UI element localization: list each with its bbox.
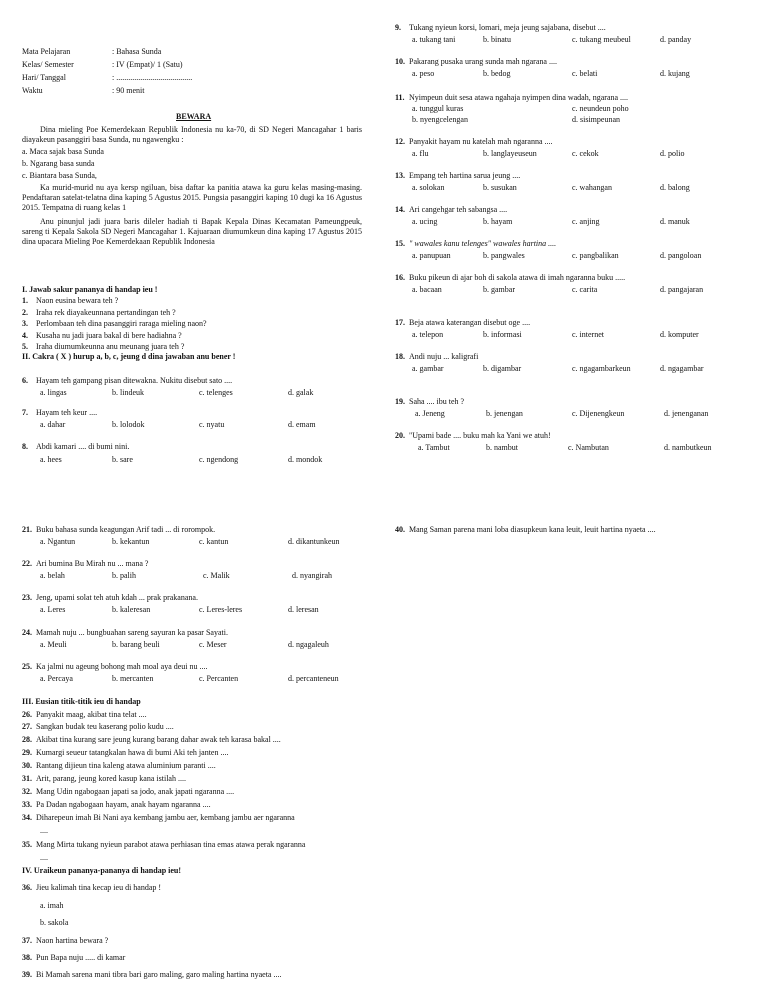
option-c[interactable]: c. tukang meubeul (572, 35, 631, 44)
question-number: 2. (22, 308, 28, 317)
question-number: 15. (395, 239, 405, 248)
mc-question (395, 352, 478, 362)
option-a[interactable]: a. bacaan (412, 285, 442, 294)
question-text: Buku bahasa sunda keagungan Arif tadi ... di rorompok. (36, 525, 216, 534)
question-text: Ari cangehgar teh sabangsa .... (409, 205, 508, 214)
fill-question-continuation: .... (40, 853, 48, 862)
option-d[interactable]: d. ngagambar (660, 364, 704, 373)
option-a[interactable]: a. Meuli (40, 640, 67, 649)
question-number: 34. (22, 813, 32, 822)
option-c[interactable]: c. nyatu (199, 420, 225, 429)
option-a[interactable]: a. lingas (40, 388, 67, 397)
question-number: 4. (22, 331, 28, 340)
option-c[interactable]: c. telenges (199, 388, 233, 397)
question-text: Panyakit hayam nu katelah mah ngaranna .... (409, 137, 553, 146)
header-value: : 90 menit (112, 86, 145, 95)
option-b[interactable]: b. digambar (483, 364, 522, 373)
question-text: Mang Saman parena mani loba diasupkeun kana leuit, leuit hartina nyaeta .... (409, 525, 656, 534)
fill-question (22, 735, 281, 745)
option-b[interactable]: b. susukan (483, 183, 517, 192)
option-d[interactable]: d. jenenganan (664, 409, 709, 418)
essay-question (22, 936, 108, 946)
header-label: Hari/ Tanggal (22, 73, 66, 82)
option-a[interactable]: a. telepon (412, 330, 444, 339)
option-a[interactable]: a. belah (40, 571, 65, 580)
question-number: 22. (22, 559, 32, 568)
reading-paragraph-text: Ka murid-murid nu aya kersp ngiluan, bisa daftar ka panitia atawa ka guru kelas masing-masing. Pendaftaran satelat-telatna dina kaping 5 Agustus 2015. Pungsia pasanggiri kaping 10 dugi ka 16 Agustus 2015. Tempatna di ruang kelas 1 (22, 183, 362, 212)
option-b[interactable]: b. kaleresan (112, 605, 151, 614)
question-text: Arit, parang, jeung kored kasup kana istilah .... (36, 774, 186, 783)
question-number: 9. (395, 23, 401, 32)
option-d[interactable]: d. komputer (660, 330, 699, 339)
question-number: 13. (395, 171, 405, 180)
question-text: Mang Udin ngabogaan japati sa jodo, anak japati ngaranna .... (36, 787, 235, 796)
question-number: 17. (395, 318, 405, 327)
question-number: 26. (22, 710, 32, 719)
option-d[interactable]: d. galak (288, 388, 314, 397)
question-text: Naon hartina bewara ? (36, 936, 109, 945)
mc-question (395, 171, 520, 181)
option-a[interactable]: a. dahar (40, 420, 66, 429)
question-number: 33. (22, 800, 32, 809)
mc-question (22, 376, 232, 386)
option-b[interactable]: b. pangwales (483, 251, 525, 260)
mc-question (395, 397, 464, 407)
question-number: 12. (395, 137, 405, 146)
essay-subitem: a. imah (40, 901, 64, 910)
option-b[interactable]: b. mercanten (112, 674, 154, 683)
essay-question (395, 525, 656, 535)
mc-question (22, 559, 148, 569)
option-a[interactable]: a. solokan (412, 183, 445, 192)
mc-question (22, 628, 228, 638)
essay-question (22, 883, 161, 893)
question-number: 6. (22, 376, 28, 385)
option-d[interactable]: d. polio (660, 149, 685, 158)
option-d[interactable]: d. manuk (660, 217, 690, 226)
question-text: Diharepeun imah Bi Nani aya kembang jambu aer, kembang jambu aer ngaranna (36, 813, 295, 822)
question-text: Beja atawa katerangan disebut oge .... (409, 318, 531, 327)
option-b[interactable]: b. informasi (483, 330, 522, 339)
option-b[interactable]: b. binatu (483, 35, 511, 44)
fill-question (22, 710, 147, 720)
header-value: : Bahasa Sunda (112, 47, 162, 56)
mc-question (395, 57, 557, 67)
question-text: Iraha diumumkeunna anu meunang juara teh ? (36, 342, 185, 351)
header-label: Mata Pelajaran (22, 47, 71, 56)
question-text: Panyakit maag, akibat tina telat .... (36, 710, 147, 719)
question-text: Perlombaan teh dina pasanggiri raraga mieling naon? (36, 319, 207, 328)
option-d[interactable]: d. nambutkeun (664, 443, 712, 452)
question-number: 30. (22, 761, 32, 770)
question-text: Nyimpeun duit sesa atawa ngahaja nyimpen dina wadah, ngarana .... (409, 93, 629, 102)
option-d[interactable]: d. sisimpeunan (572, 115, 620, 124)
fill-question (22, 774, 186, 784)
question-text: Andi nuju ... kaligrafi (409, 352, 479, 361)
mc-question (395, 318, 530, 328)
option-d[interactable]: d. mondok (288, 455, 323, 464)
option-c[interactable]: c. cekok (572, 149, 599, 158)
question-text: Jeng, upami solat teh atuh kdah ... prak prakanana. (36, 593, 198, 602)
mc-question (395, 431, 551, 441)
question-number: 24. (22, 628, 32, 637)
option-b[interactable]: b. gambar (483, 285, 515, 294)
option-b[interactable]: b. hayam (483, 217, 513, 226)
question-text: Ari bumina Bu Mirah nu ... mana ? (36, 559, 149, 568)
option-b[interactable]: b. lindeuk (112, 388, 144, 397)
essay-question (22, 319, 207, 329)
option-c[interactable]: c. Malik (203, 571, 230, 580)
question-text: Mang Mirta tukang nyieun parabot atawa perhiasan tina emas atawa perak ngaranna (36, 840, 306, 849)
question-number: 32. (22, 787, 32, 796)
question-text: Rantang dijieun tina kaleng atawa aluminium paranti .... (36, 761, 216, 770)
option-a[interactable]: a. hees (40, 455, 62, 464)
fill-question (22, 787, 234, 797)
reading-paragraph-1 (22, 125, 362, 145)
option-d[interactable]: d. pangoloan (660, 251, 702, 260)
option-c[interactable]: c. Leres-leres (199, 605, 243, 614)
option-a[interactable]: a. Tambut (418, 443, 450, 452)
question-number: 23. (22, 593, 32, 602)
question-text: Naon eusina bewara teh ? (36, 296, 119, 305)
fill-question (22, 722, 174, 732)
option-a[interactable]: a. peso (412, 69, 435, 78)
option-b[interactable]: b. nyengcelengan (412, 115, 468, 124)
option-a[interactable]: a. Jeneng (415, 409, 445, 418)
section-1-title: I. Jawab sakur pananya di handap ieu ! (22, 285, 158, 294)
essay-question (22, 331, 182, 341)
question-number: 38. (22, 953, 32, 962)
option-a[interactable]: a. Ngantun (40, 537, 76, 546)
option-c[interactable]: c. ngendong (199, 455, 239, 464)
option-a[interactable]: a. Percaya (40, 674, 73, 683)
essay-subitem: b. sakola (40, 918, 69, 927)
option-b[interactable]: b. kekantun (112, 537, 150, 546)
question-text: Buku pikeun di ajar boh di sakola atawa di imah ngaranna buku ..... (409, 273, 626, 282)
option-b[interactable]: b. langlayeuseun (483, 149, 537, 158)
option-c[interactable]: c. Meser (199, 640, 227, 649)
essay-question (22, 342, 184, 352)
question-text: Bi Mamah sarena mani tibra bari garo maling, garo maling hartina nyaeta .... (36, 970, 282, 979)
question-number: 11. (395, 93, 405, 102)
option-a[interactable]: a. Leres (40, 605, 66, 614)
question-number: 28. (22, 735, 32, 744)
question-text: Kusaha nu jadi juara bakal di bere hadiahna ? (36, 331, 182, 340)
option-d[interactable]: d. pangajaran (660, 285, 704, 294)
option-a[interactable]: a. tukang tani (412, 35, 456, 44)
essay-question (22, 296, 118, 306)
question-text: Jieu kalimah tina kecap ieu di handap ! (36, 883, 162, 892)
option-a[interactable]: a. panupuan (412, 251, 451, 260)
header-value: : ...................................... (112, 73, 193, 82)
option-d[interactable]: d. emam (288, 420, 316, 429)
question-text: "Upami bade .... buku mah ka Yani we atuh! (409, 431, 551, 440)
mc-question (395, 205, 507, 215)
essay-question (22, 953, 125, 963)
option-d[interactable]: d. nyangirah (292, 571, 332, 580)
question-number: 8. (22, 442, 28, 451)
essay-question (22, 308, 176, 318)
question-text: " wawales kanu telenges" wawales hartina .... (409, 239, 557, 248)
option-a[interactable]: a. tunggul kuras (412, 104, 464, 113)
header-label: Waktu (22, 86, 43, 95)
question-text: Pun Bapa nuju ..... di kamar (36, 953, 126, 962)
question-number: 14. (395, 205, 405, 214)
header-label: Kelas/ Semester (22, 60, 74, 69)
option-c[interactable]: c. ngagambarkeun (572, 364, 631, 373)
reading-item: a. Maca sajak basa Sunda (22, 147, 104, 156)
question-number: 35. (22, 840, 32, 849)
option-b[interactable]: b. barang beuli (112, 640, 160, 649)
question-number: 29. (22, 748, 32, 757)
question-number: 25. (22, 662, 32, 671)
question-text: Akibat tina kurang sare jeung kurang barang dahar awak teh karasa bakal .... (36, 735, 281, 744)
question-text: Ka jalmi nu ageung bohong mah moal aya deui nu .... (36, 662, 208, 671)
option-c[interactable]: c. kantun (199, 537, 229, 546)
reading-title: BEWARA (176, 112, 212, 121)
option-b[interactable]: b. palih (112, 571, 136, 580)
option-a[interactable]: a. flu (412, 149, 429, 158)
option-c[interactable]: c. internet (572, 330, 604, 339)
mc-question (395, 273, 625, 283)
option-b[interactable]: b. sare (112, 455, 133, 464)
reading-paragraph-2 (22, 183, 362, 213)
fill-question (22, 761, 216, 771)
question-text: Sangkan budak teu kaserang polio kudu .... (36, 722, 174, 731)
section-2-title: II. Cakra ( X ) hurup a, b, c, jeung d dina jawaban anu bener ! (22, 352, 236, 361)
mc-question (22, 525, 215, 535)
option-c[interactable]: c. belati (572, 69, 598, 78)
question-text: Tukang nyieun korsi, lomari, meja jeung sajabana, disebut .... (409, 23, 606, 32)
option-c[interactable]: c. carita (572, 285, 598, 294)
option-a[interactable]: a. ucing (412, 217, 438, 226)
fill-question (22, 840, 305, 850)
mc-question (22, 442, 129, 452)
option-b[interactable]: b. lolodok (112, 420, 145, 429)
question-text: Iraha rek diayakeunnana pertandingan teh ? (36, 308, 176, 317)
option-b[interactable]: b. nambut (486, 443, 518, 452)
question-number: 7. (22, 408, 28, 417)
question-number: 5. (22, 342, 28, 351)
option-d[interactable]: d. ngagaleuh (288, 640, 329, 649)
question-text: Kumargi seueur tatangkalan hawa di bumi Aki teh janten .... (36, 748, 229, 757)
question-text: Abdi kamari .... di bumi nini. (36, 442, 130, 451)
mc-question (22, 662, 208, 672)
reading-paragraph-3 (22, 217, 362, 247)
question-number: 40. (395, 525, 405, 534)
header-value: : IV (Empat)/ 1 (Satu) (112, 60, 183, 69)
mc-question (22, 593, 198, 603)
option-d[interactable]: d. panday (660, 35, 692, 44)
option-a[interactable]: a. gambar (412, 364, 444, 373)
fill-question (22, 800, 211, 810)
question-number: 19. (395, 397, 405, 406)
fill-question (22, 748, 228, 758)
mc-question (22, 408, 97, 418)
option-b[interactable]: b. jenengan (486, 409, 523, 418)
option-c[interactable]: c. Nambutan (568, 443, 609, 452)
option-d[interactable]: d. dikantunkeun (288, 537, 340, 546)
fill-question (22, 813, 295, 823)
question-text: Pakarang pusaka urang sunda mah ngarana .... (409, 57, 557, 66)
question-number: 27. (22, 722, 32, 731)
question-number: 21. (22, 525, 32, 534)
option-c[interactable]: c. anjing (572, 217, 600, 226)
mc-question (395, 239, 556, 249)
question-number: 16. (395, 273, 405, 282)
question-number: 3. (22, 319, 28, 328)
question-number: 39. (22, 970, 32, 979)
reading-paragraph-text: Anu pinunjul jadi juara baris dileler hadiah ti Bapak Kepala Dinas Kecamatan Pameungpeuk, sareng ti Kepala Sakola SD Negeri Mancagahar 1. Kajuaraan diumumkeun dina kaping 17 Agustus 2015 dina upacara Mieling Poe Kemerdekaan Republik Indonesia (22, 217, 362, 246)
reading-item: b. Ngarang basa sunda (22, 159, 95, 168)
option-c[interactable]: c. Dijenengkeun (572, 409, 625, 418)
option-c[interactable]: c. pangbalikan (572, 251, 619, 260)
question-number: 10. (395, 57, 405, 66)
reading-item: c. Biantara basa Sunda, (22, 171, 97, 180)
section-3-title: III. Eusian titik-titik ieu di handap (22, 697, 141, 706)
section-4-title: IV. Uraikeun pananya-pananya di handap ieu! (22, 866, 182, 875)
fill-question-continuation: .... (40, 826, 48, 835)
option-d[interactable]: d. balong (660, 183, 690, 192)
question-number: 20. (395, 431, 405, 440)
reading-paragraph-text: Dina mieling Poe Kemerdekaan Republik Indonesia nu ka-70, di SD Negeri Mancagahar 1 baris diayakeun pasanggiri basa Sunda, nu ngawengku : (22, 125, 362, 144)
option-d[interactable]: d. percanteneun (288, 674, 339, 683)
question-number: 37. (22, 936, 32, 945)
question-text: Hayam teh keur .... (36, 408, 98, 417)
option-b[interactable]: b. bedog (483, 69, 511, 78)
option-c[interactable]: c. Percanten (199, 674, 239, 683)
question-number: 18. (395, 352, 405, 361)
question-text: Empang teh hartina sarua jeung .... (409, 171, 521, 180)
question-number: 31. (22, 774, 32, 783)
option-d[interactable]: d. kujang (660, 69, 690, 78)
question-text: Pa Dadan ngabogaan hayam, anak hayam ngaranna .... (36, 800, 211, 809)
question-text: Hayam teh gampang pisan ditewakna. Nukitu disebut sato .... (36, 376, 233, 385)
question-number: 36. (22, 883, 32, 892)
question-text: Mamah nuju ... bungbuahan sareng sayuran ka pasar Sayati. (36, 628, 228, 637)
mc-question (395, 93, 628, 103)
mc-question (395, 137, 553, 147)
essay-question (22, 970, 281, 980)
question-text: Saha .... ibu teh ? (409, 397, 465, 406)
option-c[interactable]: c. wahangan (572, 183, 612, 192)
option-d[interactable]: d. leresan (288, 605, 319, 614)
question-number: 1. (22, 296, 28, 305)
option-c[interactable]: c. neundeun poho (572, 104, 629, 113)
mc-question (395, 23, 606, 33)
